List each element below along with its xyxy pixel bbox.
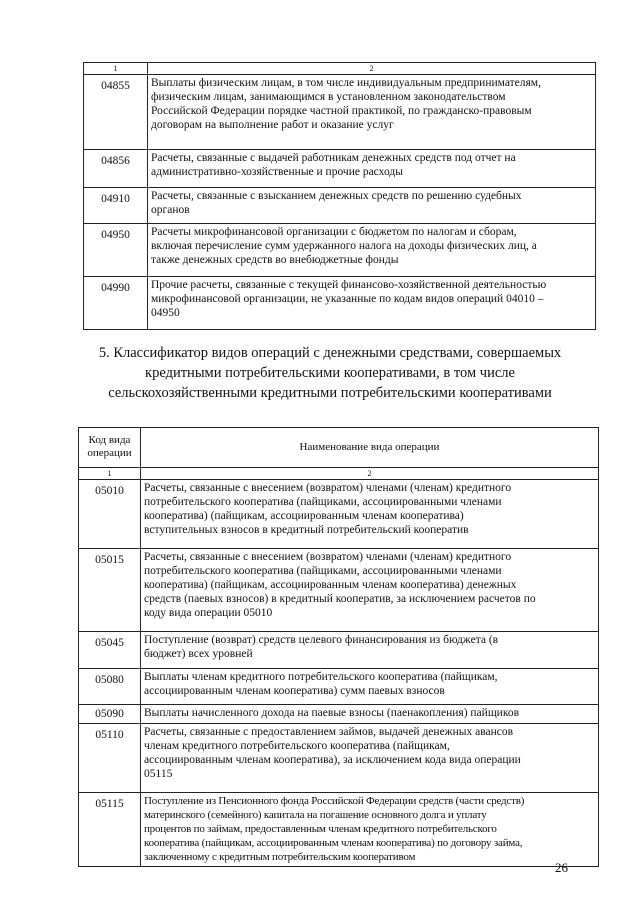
table-row bbox=[84, 277, 596, 330]
table-row bbox=[79, 480, 599, 549]
operation-name: Расчеты микрофинансовой организации с бюджетом по налогам и сборам, включая перечисление сумм удержанного налога на доходы физических лиц, а также денежных средств во внебюджетные фонды bbox=[148, 224, 596, 277]
operation-code: 04855 bbox=[84, 75, 148, 150]
table-row bbox=[84, 188, 596, 224]
operation-name: Поступление из Пенсионного фонда Российской Федерации средств (части средств) материнского (семейного) капитала на погашение основного долга и уплату процентов по займам, предоставленным членам кредитного потребительского кооператива (пайщикам, ассоциированным членам кооператива) по договору займа, заключенному с кредитным потребительским кооперативом bbox=[141, 793, 599, 867]
operation-name: Расчеты, связанные с внесением (возвратом) членами (членам) кредитного потребительского кооператива (пайщиками, ассоциированными членами кооператива) (пайщикам, ассоциированным членам кооператива) вступительных взносов в кредитный потребительский кооператив bbox=[141, 480, 599, 549]
table-header-row bbox=[79, 428, 599, 468]
operation-code: 05080 bbox=[79, 669, 141, 705]
operation-code: 05045 bbox=[79, 632, 141, 669]
operation-name: Поступление (возврат) средств целевого финансирования из бюджета (в бюджет) всех уровней bbox=[141, 632, 599, 669]
operation-code: 04950 bbox=[84, 224, 148, 277]
operation-name: Расчеты, связанные с взысканием денежных средств по решению судебных органов bbox=[148, 188, 596, 224]
operations-table-continued bbox=[83, 62, 596, 330]
section-title: 5. Классификатор видов операций с денежными средствами, совершаемых кредитными потребительскими кооперативами, в том числе сельскохозяйственными кредитными потребительскими кооперативами bbox=[98, 345, 562, 401]
operation-code: 05010 bbox=[79, 480, 141, 549]
operation-code: 04856 bbox=[84, 150, 148, 188]
operation-code: 04990 bbox=[84, 277, 148, 330]
table-row bbox=[79, 549, 599, 632]
table-row bbox=[79, 793, 599, 867]
operation-name: Расчеты, связанные с внесением (возвратом) членами (членам) кредитного потребительского кооператива (пайщиками, ассоциированными членами кооператива) (пайщикам, ассоциированным членам кооператива) денежных средств (паевых взносов) в кредитный кооператив, за исключением расчетов по коду вида операции 05010 bbox=[141, 549, 599, 632]
operation-name: Выплаты физическим лицам, в том числе индивидуальным предпринимателям, физическим лицам, занимающимся в установленном законодательством Российской Федерации порядке частной практикой, по гражданско-правовым договорам на выполнение работ и оказание услуг bbox=[148, 75, 596, 150]
operation-code: 05090 bbox=[79, 705, 141, 724]
operation-name: Расчеты, связанные с выдачей работникам денежных средств под отчет на административно-хозяйственные и прочие расходы bbox=[148, 150, 596, 188]
column-number-1: 1 bbox=[79, 468, 141, 480]
operation-code: 05115 bbox=[79, 793, 141, 867]
page-number: 26 bbox=[555, 860, 568, 875]
operation-name: Выплаты начисленного дохода на паевые взносы (паенакопления) пайщиков bbox=[141, 705, 599, 724]
column-number-row bbox=[79, 468, 599, 480]
table-row bbox=[84, 224, 596, 277]
table-row bbox=[84, 75, 596, 150]
operation-code: 04910 bbox=[84, 188, 148, 224]
column-number-1: 1 bbox=[84, 63, 148, 75]
operation-name: Прочие расчеты, связанные с текущей финансово-хозяйственной деятельностью микрофинансовой организации, не указанные по кодам видов операций 04010 – 04950 bbox=[148, 277, 596, 330]
operation-code-header: Код вида операции bbox=[79, 428, 141, 468]
table-row bbox=[79, 632, 599, 669]
operation-code: 05015 bbox=[79, 549, 141, 632]
table-row bbox=[79, 724, 599, 793]
table-row bbox=[79, 705, 599, 724]
operation-code: 05110 bbox=[79, 724, 141, 793]
column-number-2: 2 bbox=[141, 468, 599, 480]
operation-name: Выплаты членам кредитного потребительского кооператива (пайщикам, ассоциированным членам кооператива) сумм паевых взносов bbox=[141, 669, 599, 705]
column-number-2: 2 bbox=[148, 63, 596, 75]
table-row bbox=[84, 150, 596, 188]
credit-cooperative-operations-table bbox=[78, 427, 599, 867]
table-row bbox=[79, 669, 599, 705]
operation-name-header: Наименование вида операции bbox=[141, 428, 599, 468]
column-number-row bbox=[84, 63, 596, 75]
operation-name: Расчеты, связанные с предоставлением займов, выдачей денежных авансов членам кредитного потребительского кооператива (пайщикам, ассоциированным членам кооператива), за исключением кода вида операции 05115 bbox=[141, 724, 599, 793]
